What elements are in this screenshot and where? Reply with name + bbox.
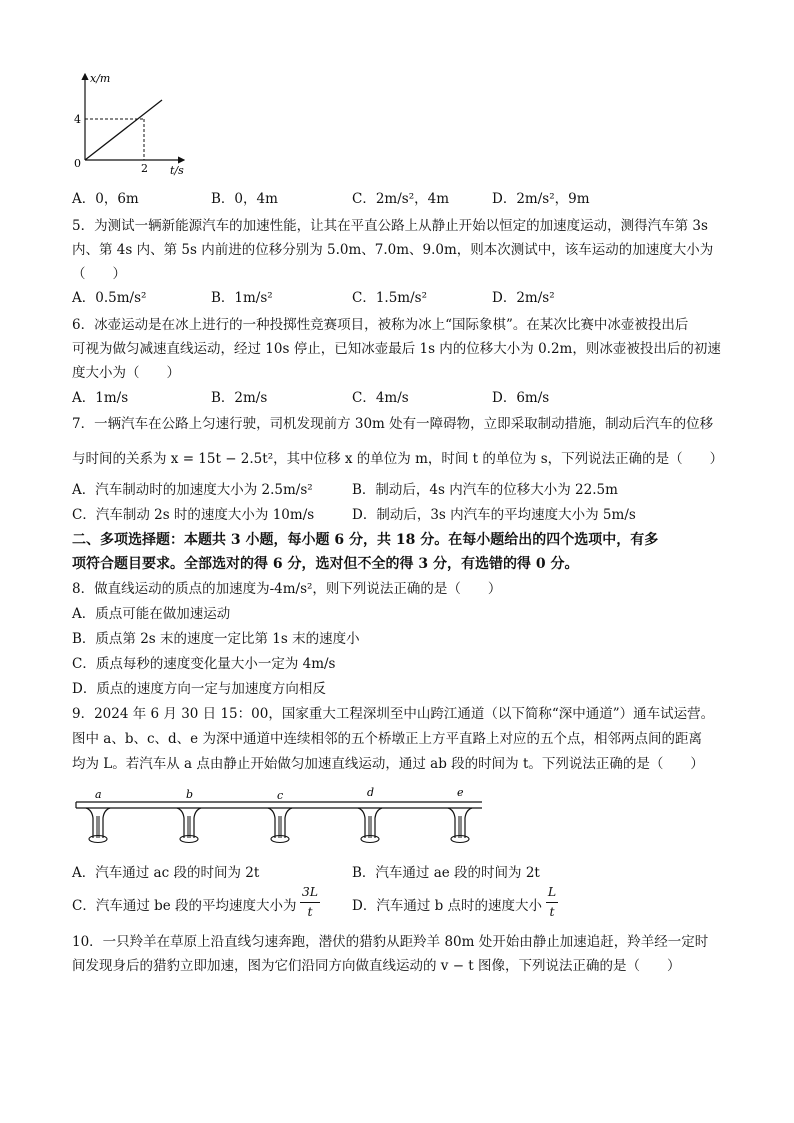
q8-option-c[interactable]: C．质点每秒的速度变化量大小一定为 4m/s	[72, 656, 336, 672]
q8-option-d[interactable]: D．质点的速度方向一定与加速度方向相反	[72, 681, 326, 697]
q4-option-c[interactable]: C．2m/s²，4m	[352, 191, 449, 207]
q9-option-d[interactable]: D．汽车通过 b 点时的速度大小	[352, 898, 543, 914]
y-axis-label: x/m	[90, 72, 111, 85]
q7-option-d[interactable]: D．制动后，3s 内汽车的平均速度大小为 5m/s	[352, 507, 636, 523]
section2-heading-line-2: 项符合题目要求。全部选对的得 6 分，选对但不全的得 3 分，有选错的得 0 分。	[72, 556, 579, 572]
q9-stem-line-3: 均为 L。若汽车从 a 点由静止开始做匀加速直线运动，通过 ab 段的时间为 t。下列说法正确的是（ ）	[72, 756, 704, 772]
q9-c-fraction-bar	[300, 902, 320, 903]
q5-stem-line-2: 内、第 4s 内、第 5s 内前进的位移分别为 5.0m、7.0m、9.0m，则本次测试中，该车运动的加速度大小为	[72, 242, 714, 258]
q4-option-b[interactable]: B．0，4m	[211, 191, 278, 207]
q5-option-d[interactable]: D．2m/s²	[492, 290, 555, 306]
q10-stem-line-2: 间发现身后的猎豹立即加速，图为它们沿同方向做直线运动的 v − t 图像，下列说法正确的是（ ）	[72, 958, 681, 974]
q6-option-d[interactable]: D．6m/s	[492, 390, 550, 406]
q5-stem-line-1: 5．为测试一辆新能源汽车的加速性能，让其在平直公路上从静止开始以恒定的加速度运动，测得汽车第 3s	[72, 218, 708, 234]
q9-option-b[interactable]: B．汽车通过 ae 段的时间为 2t	[352, 865, 540, 881]
q7-option-c[interactable]: C．汽车制动 2s 时的速度大小为 10m/s	[72, 507, 315, 523]
x-axis-label: t/s	[170, 164, 184, 177]
pier-e	[448, 808, 472, 843]
q6-option-b[interactable]: B．2m/s	[211, 390, 268, 406]
q10-stem-line-1: 10．一只羚羊在草原上沿直线匀速奔跑，潜伏的猎豹从距羚羊 80m 处开始由静止加速追赶，羚羊经一定时	[72, 934, 709, 950]
q5-stem-line-3: （ ）	[72, 266, 126, 282]
q7-stem-line-2: 与时间的关系为 x = 15t − 2.5t²，其中位移 x 的单位为 m，时间 t 的单位为 s，下列说法正确的是（ ）	[72, 451, 724, 467]
q4-option-d[interactable]: D．2m/s²，9m	[492, 191, 590, 207]
q8-stem: 8．做直线运动的质点的加速度为-4m/s²，则下列说法正确的是（ ）	[72, 581, 502, 597]
q9-c-fraction-denominator: t	[307, 904, 313, 919]
q4-option-a[interactable]: A．0，6m	[72, 191, 139, 207]
bridge-figure	[72, 786, 492, 848]
q6-stem-line-1: 6．冰壶运动是在冰上进行的一种投掷性竞赛项目，被称为冰上“国际象棋”。在某次比赛中冰壶被投出后	[72, 317, 689, 333]
pier-label-a: a	[95, 788, 102, 801]
q9-option-c[interactable]: C．汽车通过 be 段的平均速度大小为	[72, 898, 297, 914]
q5-option-c[interactable]: C．1.5m/s²	[352, 290, 427, 306]
pier-b	[177, 808, 201, 843]
pier-c	[268, 808, 292, 843]
q7-option-a[interactable]: A．汽车制动时的加速度大小为 2.5m/s²	[72, 482, 313, 498]
q5-option-a[interactable]: A．0.5m/s²	[72, 290, 147, 306]
q5-option-b[interactable]: B．1m/s²	[211, 290, 273, 306]
graph-line	[85, 100, 162, 160]
q9-d-fraction-numerator: L	[547, 884, 557, 899]
pier-label-b: b	[186, 788, 194, 801]
pier-label-c: c	[277, 789, 284, 802]
q6-option-a[interactable]: A．1m/s	[72, 390, 129, 406]
q8-option-b[interactable]: B．质点第 2s 末的速度一定比第 1s 末的速度小	[72, 631, 360, 647]
q9-option-a[interactable]: A．汽车通过 ac 段的时间为 2t	[72, 865, 260, 881]
q9-c-fraction-numerator: 3L	[301, 884, 319, 899]
section2-heading-line-1: 二、多项选择题：本题共 3 小题，每小题 6 分，共 18 分。在每小题给出的四个选项中，有多	[72, 532, 659, 548]
x-tick-label: 2	[141, 162, 148, 175]
x-t-graph	[68, 68, 198, 178]
y-tick-label: 4	[74, 113, 81, 126]
q7-option-b[interactable]: B．制动后，4s 内汽车的位移大小为 22.5m	[352, 482, 618, 498]
q9-d-fraction-denominator: t	[549, 904, 555, 919]
q9-stem-line-2: 图中 a、b、c、d、e 为深中通道中连续相邻的五个桥墩正上方平直路上对应的五个点，相邻两点间的距离	[72, 731, 702, 747]
pier-d	[358, 808, 382, 843]
q9-stem-line-1: 9．2024 年 6 月 30 日 15：00，国家重大工程深圳至中山跨江通道（以下简称“深中通道”）通车试运营。	[72, 706, 715, 722]
q6-stem-line-2: 可视为做匀减速直线运动，经过 10s 停止，已知冰壶最后 1s 内的位移大小为 0.2m，则冰壶被投出后的初速	[72, 341, 721, 357]
pier-a	[86, 808, 110, 843]
q9-d-fraction-bar	[546, 902, 558, 903]
q8-option-a[interactable]: A．质点可能在做加速运动	[72, 606, 231, 622]
origin-label: 0	[74, 157, 81, 170]
q7-stem-line-1: 7．一辆汽车在公路上匀速行驶，司机发现前方 30m 处有一障碍物，立即采取制动措施，制动后汽车的位移	[72, 416, 714, 432]
pier-label-d: d	[367, 786, 375, 799]
pier-label-e: e	[457, 786, 464, 799]
q6-stem-line-3: 度大小为（ ）	[72, 365, 180, 381]
q6-option-c[interactable]: C．4m/s	[352, 390, 409, 406]
